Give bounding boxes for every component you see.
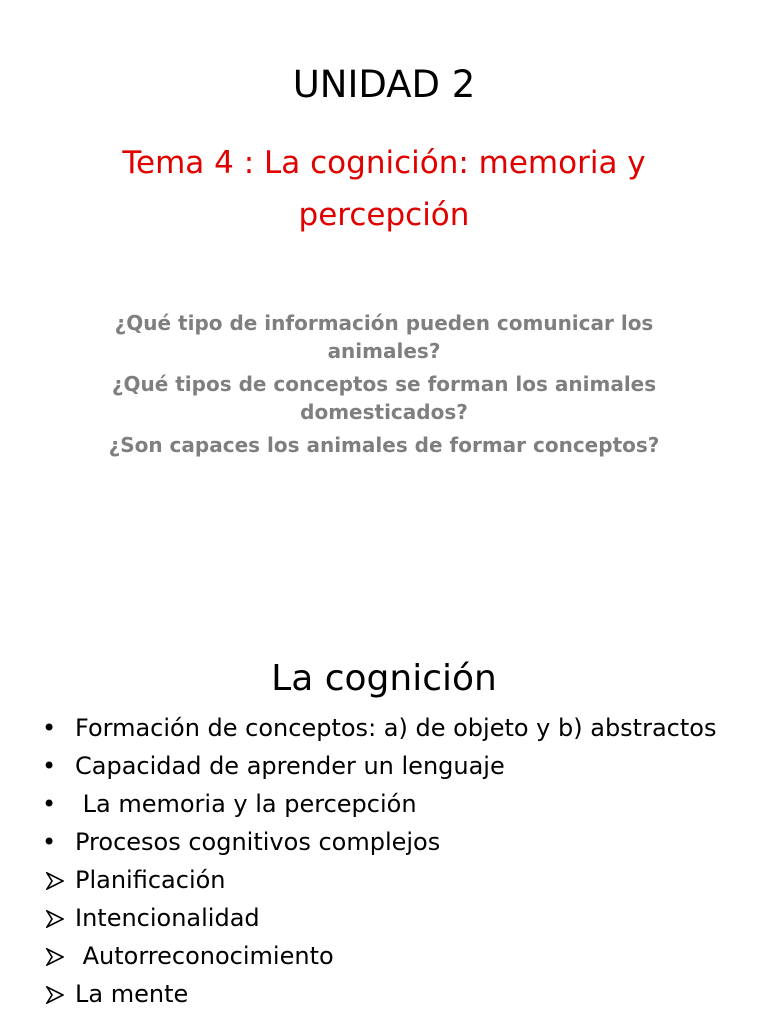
question-item: ¿Qué tipo de información pueden comunicar los animales? (114, 311, 654, 363)
arrow-bullet-text: Intencionalidad (75, 904, 260, 932)
arrow-bullet-text: Planificación (75, 866, 226, 894)
bullet-item (42, 826, 742, 858)
bullet-dot-icon: • (42, 752, 57, 780)
arrow-bullet-item (42, 978, 742, 1010)
bullet-dot-icon: • (42, 714, 57, 742)
arrow-bullet-text: La mente (75, 980, 189, 1008)
arrow-bullet-text: Autorreconocimiento (75, 942, 334, 970)
question-item: ¿Qué tipos de conceptos se forman los animales domesticados? (111, 372, 657, 424)
question-item: ¿Son capaces los animales de formar conceptos? (108, 433, 660, 457)
bullet-text: Capacidad de aprender un lenguaje (75, 752, 505, 780)
bullet-item (42, 712, 742, 744)
slide-title: UNIDAD 2 (292, 63, 476, 106)
arrow-bullet-icon (46, 910, 64, 928)
arrow-bullet-item (42, 902, 742, 934)
section-title: La cognición (271, 658, 497, 699)
arrow-bullet-item (42, 940, 742, 972)
bullet-item (42, 750, 742, 782)
bullet-dot-icon: • (42, 828, 57, 856)
bullet-list (42, 712, 742, 1016)
bullet-text: Formación de conceptos: a) de objeto y b) abstractos (75, 714, 717, 742)
bullet-dot-icon: • (42, 790, 57, 818)
bullet-text: La memoria y la percepción (75, 790, 417, 818)
arrow-bullet-icon (46, 872, 64, 890)
question-list (60, 309, 708, 464)
arrow-bullet-icon (46, 948, 64, 966)
arrow-bullet-icon (46, 986, 64, 1004)
arrow-bullet-item (42, 864, 742, 896)
bullet-text: Procesos cognitivos complejos (75, 828, 441, 856)
slide-subtitle: Tema 4 : La cognición: memoria y percepción (122, 145, 646, 233)
bullet-item (42, 788, 742, 820)
